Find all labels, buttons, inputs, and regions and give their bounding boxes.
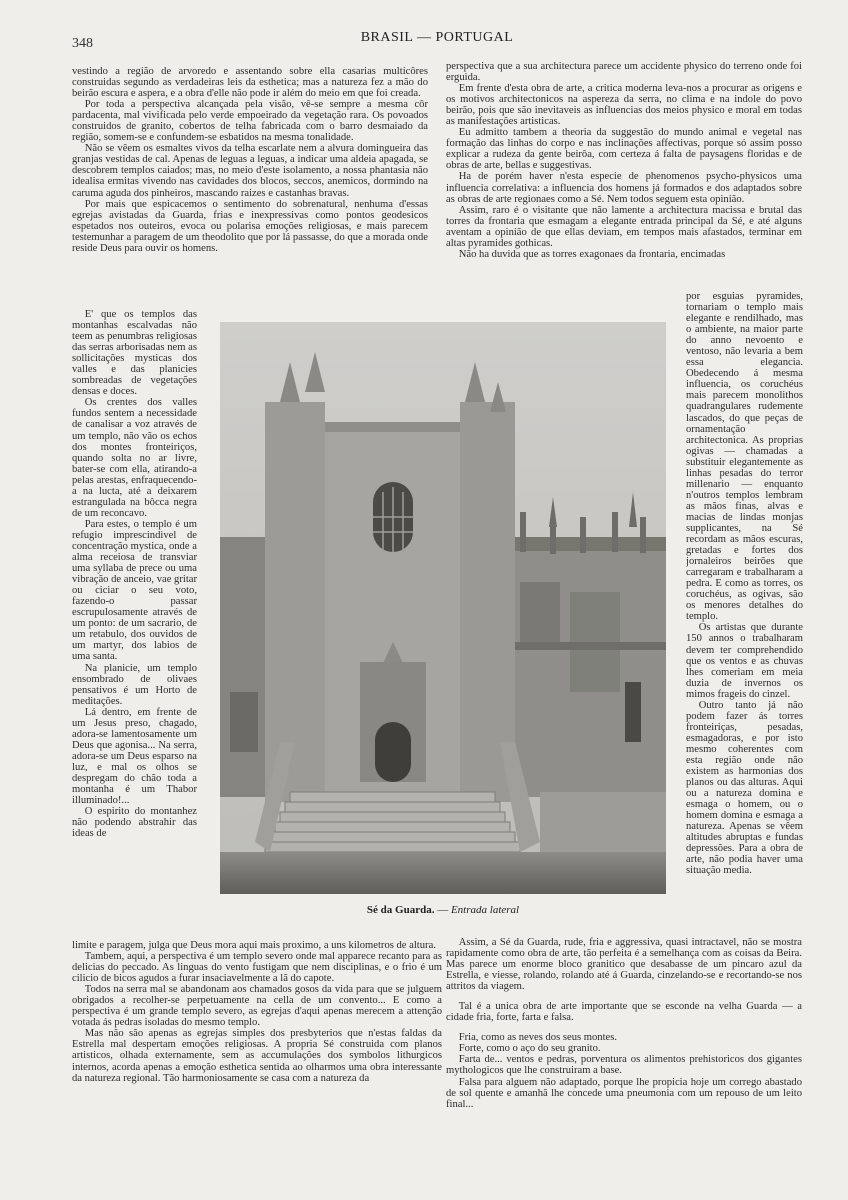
paragraph: Para estes, o templo é um refugio imprescindivel de concentração mystica, onde a alma receiosa de transviar uma syllaba de prece ou uma vibração de anceio, vae gritar ou ciciar o seu voto, fazendo-o passar escrupulosamente através de um ponto: de um sacrario, de um retabulo, dos ouvidos de um martyr, dos labios de uma santa. xyxy=(72,518,197,663)
paragraph: Todos na serra mal se abandonam aos chamados gosos da vida para que se julguem obrigados a recolher-se perpetuamente na cella de um convento... E como a perspectiva é um grande templo severo, as egrejas d'aqui apenas merecem a attenção votada ás pedras isoladas do mesmo templo. xyxy=(72,984,442,1029)
paragraph: Outro tanto já não podem fazer ás torres fronteiriças, pesadas, esmagadoras, e por isto mesmo coherentes com esta região onde não existem as harmonias dos planos ou das alturas. Aqui ou a natureza domina e esmaga o homem, ou o homem domina e esmaga a natureza. Apenas se vêem altitudes abruptas e fundas depressões. Para a obra de arte, não podia haver uma situação media. xyxy=(686,699,803,877)
text-column-right-bottom xyxy=(446,937,802,1127)
figure-caption xyxy=(220,904,666,916)
paragraph: Não se vêem os esmaltes vivos da telha escarlate nem a alvura domingueira das granjas vestidas de cal. Apenas de leguas a leguas, a indicar uma aldeia apagada, se descobrem templos caiados; mas, no meio d'este isolamento, a nossa phantasia não idealisa ermitas vivendo nas cavidades dos blocos, seccos, anemicos, dormindo na caruma aguda dos pinheiros, mascando raizes e castanhas bravas. xyxy=(72,143,428,199)
text-column-right-top xyxy=(446,61,802,297)
paragraph: Tambem, aqui, a perspectiva é um templo severo onde mal apparece recanto para as delicias do peccado. As linguas do vento fustigam que nem disciplinas, e o frio é um cilicio de bicos agudos a furar insaciavelmente a lã do capote. xyxy=(72,951,442,985)
paragraph: Assim, a Sé da Guarda, rude, fria e aggressiva, quasi intractavel, não se mostra rapidamente como obra de arte, tão perfeita é a semelhança com as coisas da Beira. Mas parece um enorme bloco granitico que desabasse de um pincaro azul da Estrella, e viesse, rolando, rolando até á Guarda, cinzelando-se e recortando-se nos attritos da viagem. xyxy=(446,937,802,993)
cathedral-photograph xyxy=(220,322,666,894)
text-column-right-narrow xyxy=(686,291,803,936)
caption-dash: — xyxy=(434,904,451,916)
paragraph: Na planicie, um templo ensombrado de olivaes pensativos é um Horto de meditações. xyxy=(72,662,197,707)
paragraph: Os crentes dos valles fundos sentem a necessidade de canalisar a voz através de um templo, não vão os echos dos montes fronteiriços, quando solta no ar livre, bater-se com ella, atirando-a pelas arestas, enfraquecendo-a na lucta, até a deixarem estrangulada na bôcca negra de um reconcavo. xyxy=(72,397,197,519)
paragraph: Por toda a perspectiva alcançada pela visão, vê-se sempre a mesma côr pardacenta, mal vivificada pelo verde empoeirado da vegetação rara. Os povoados construidos de granito, cobertos de telha fabricada com o barro desmaiado da região, somem-se e confundem-se esbatidos na mesma tonalidade. xyxy=(72,99,428,144)
paragraph: Mas não são apenas as egrejas simples dos presbyterios que n'estas faldas da Estrella mal despertam emoções religiosas. A propria Sé construida com planos artisticos, olhada externamente, sem as accumulações dos symbolos lithurgicos internos, acorda apenas a emoção esthetica sentida ao olharmos uma obra interessante da natureza regional. Tão harmoniosamente se casa com a natureza da xyxy=(72,1028,442,1084)
paragraph: perspectiva que a sua architectura parece um accidente physico do terreno onde foi erguida. xyxy=(446,61,802,84)
cathedral-illustration xyxy=(220,322,666,894)
paragraph: Por mais que espicacemos o sentimento do sobrenatural, nenhuma d'essas egrejas avistadas da Guarda, frias e inexpressivas como pontos geodesicos espetados nos outeiros, evoca ou polarisa emoções religiosas, e mais parecem testemunhar a paragem de um theodolito que por lá passasse, do que a morada onde reside Deus para ouvir os homens. xyxy=(72,198,428,254)
paragraph: Assim, raro é o visitante que não lamente a architectura macissa e brutal das torres da frontaria que esmagam a elegante entrada principal da Sé, e até alguns aventam a opinião de que ellas deviam, em tempos mais afastados, terminar em altas pyramides gothicas. xyxy=(446,204,802,249)
paragraph: Forte, como o aço do seu granito. xyxy=(458,1043,601,1055)
paragraph: Fria, como as neves dos seus montes. xyxy=(458,1032,618,1044)
caption-subtitle: Entrada lateral xyxy=(450,904,520,916)
text-column-left-bottom xyxy=(72,940,442,1165)
text-column-left-top xyxy=(72,66,428,318)
paragraph: Lá dentro, em frente de um Jesus preso, chagado, adora-se lamentosamente um Deus que agonisa... Na serra, adora-se um Deus esparso na luz, e mal os olhos se despregam do chão toda a montanha é um Thabor illuminado!... xyxy=(72,706,197,807)
page-number: 348 xyxy=(72,36,93,51)
paragraph: Os artistas que durante 150 annos o trabalharam devem ter comprehendido que os ventos e as chuvas lhes comeriam em meia duzia de invernos os mimos frageis do cinzel. xyxy=(686,622,803,700)
running-title: BRASIL — PORTUGAL xyxy=(360,30,514,45)
paragraph: Tal é a unica obra de arte importante que se esconde na velha Guarda — a cidade fria, forte, farta e falsa. xyxy=(446,1001,802,1024)
paragraph: limite e paragem, julga que Deus mora aqui mais proximo, a uns kilometros de altura. xyxy=(72,940,436,951)
paragraph: E' que os templos das montanhas escalvadas não teem as penumbras religiosas das serras arborisadas nem as sollicitações mysticas dos valles e das planicies sombreadas de vegetações densas e doces. xyxy=(72,309,197,398)
text-column-left-narrow xyxy=(72,309,197,949)
paragraph: por esguias pyramides, tornariam o templo mais elegante e rendilhado, mas o ambiente, na maior parte do anno nevoento e ventoso, não levaria a bem essa elegancia. Obedecendo á mesma influencia, os coruchéus mais parecem monolithos quadrangulares rudemente lascados, do que peças de ornamentação architectonica. As proprias ogivas — chamadas a substituir elegantemente as linhas pesadas do terror millenario — enquanto n'outros templos lembram as mãos finas, alvas e macias de lindas monjas supplicantes, na Sé recordam as mãos escuras, gretadas e fortes dos jornaleiros beirões que carregaram e trabalharam a pedra. E como as torres, os coruchéus, as ogivas, são os menores detalhes do templo. xyxy=(686,291,803,623)
paragraph: Falsa para alguem não adaptado, porque lhe propicia hoje um corrego abastado de sol quente e amanhã lhe concede uma pneumonia com um repouso de um leito final... xyxy=(446,1076,802,1110)
paragraph: Ha de porém haver n'esta especie de phenomenos psycho-physicos uma influencia correlativa: a influencia dos homens já formados e dos adaptados sobre as obras de arte regionaes como a Sé. Nem todos seguem esta opinião. xyxy=(446,171,802,205)
paragraph: Eu admitto tambem a theoria da suggestão do mundo animal e vegetal nas formação das linhas do corpo e nas inclinações affectivas, porque só assim posso explicar a rudeza da gente beirôa, com certeza á falta de paysagens floridas e de obras de arte, bellas e suggestivas. xyxy=(446,127,802,172)
page-header xyxy=(72,30,802,52)
paragraph: vestindo a região de arvoredo e assentando sobre ella casarias multicôres construidas segundo as verdadeiras leis da esthetica; mas a natureza fez a mão do beirão escura e aspera, e a obra d'elle não pode ir além do meio em que foi creada. xyxy=(72,66,428,100)
caption-title: Sé da Guarda. xyxy=(366,904,435,916)
paragraph: Não ha duvida que as torres exagonaes da frontaria, encimadas xyxy=(458,248,726,260)
paragraph: O espirito do montanhez não podendo abstrahir das ideas de xyxy=(72,806,197,840)
paragraph: Farta de... ventos e pedras, porventura os alimentos prehistoricos dos gigantes mythologicos que lhe construiram a base. xyxy=(446,1054,802,1077)
paragraph: Em frente d'esta obra de arte, a critica moderna leva-nos a procurar as origens e os motivos architectonicos na aspereza da serra, no clima e na indole do povo beirão, pois que são inevitaveis as influencias dos meios physico e moral em todas as manifestações artisticas. xyxy=(446,83,802,128)
